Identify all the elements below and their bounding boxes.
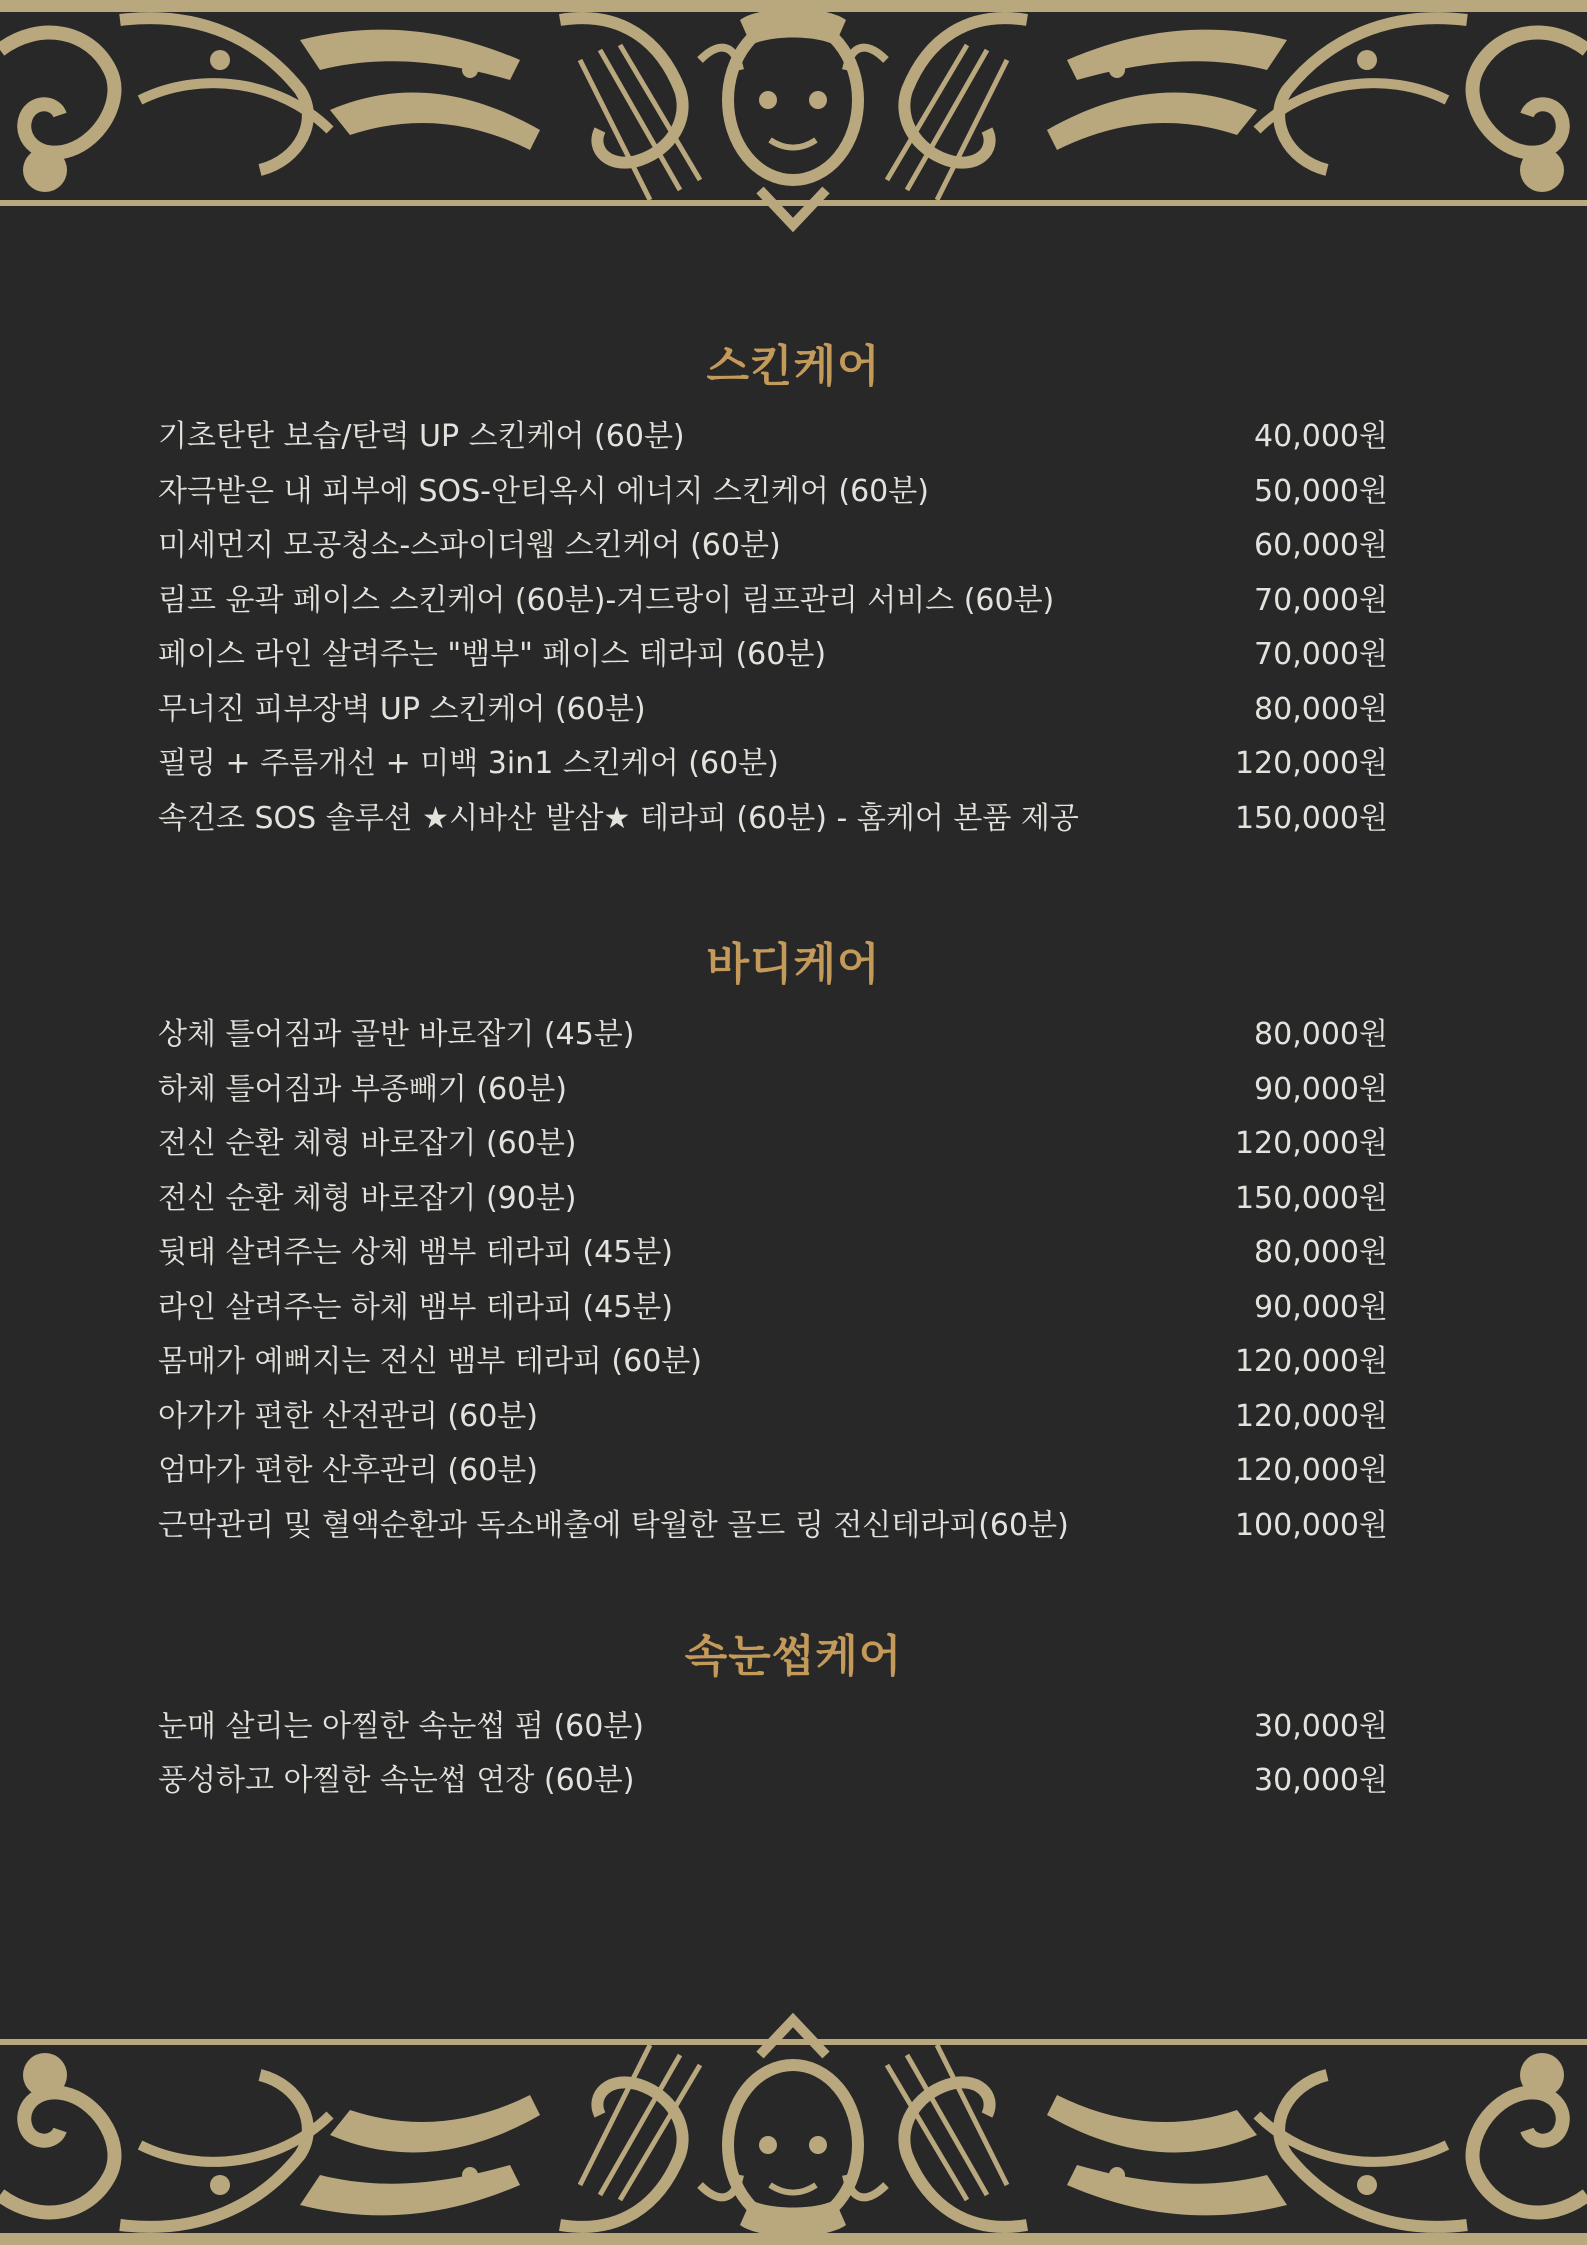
menu-item-name: 림프 윤곽 페이스 스킨케어 (60분)-겨드랑이 림프관리 서비스 (60분) [158, 583, 1055, 618]
menu-item-name: 속건조 SOS 솔루션 ★시바산 발삼★ 테라피 (60분) - 홈케어 본품 제공 [158, 801, 1079, 836]
menu-item [158, 679, 1388, 733]
top-ornament-icon [0, 0, 1587, 240]
menu-item-price: 70,000원 [1254, 637, 1388, 672]
menu-item-price: 30,000원 [1254, 1709, 1388, 1744]
menu-item-name: 근막관리 및 혈액순환과 독소배출에 탁월한 골드 링 전신테라피(60분) [158, 1508, 1069, 1543]
menu-item [158, 1386, 1388, 1440]
menu-item-name: 전신 순환 체형 바로잡기 (60분) [158, 1126, 577, 1161]
menu-item-price: 150,000원 [1234, 801, 1388, 836]
menu-item [158, 1277, 1388, 1331]
menu-item-price: 40,000원 [1254, 419, 1388, 454]
menu-item [158, 1331, 1388, 1385]
menu-item-name: 아가가 편한 산전관리 (60분) [158, 1399, 538, 1434]
menu-item-price: 120,000원 [1234, 746, 1388, 781]
menu-item-price: 80,000원 [1254, 1017, 1388, 1052]
menu-item [158, 1168, 1388, 1222]
bottom-ornament-icon [0, 2005, 1587, 2245]
menu-item [158, 570, 1388, 624]
menu-item-price: 50,000원 [1254, 474, 1388, 509]
menu-item [158, 1750, 1388, 1804]
menu-item [158, 733, 1388, 787]
menu-item-name: 페이스 라인 살려주는 "뱀부" 페이스 테라피 (60분) [158, 637, 827, 672]
menu-item [158, 1059, 1388, 1113]
menu-item-price: 120,000원 [1234, 1344, 1388, 1379]
menu-item [158, 406, 1388, 460]
menu-item-price: 150,000원 [1234, 1181, 1388, 1216]
section-title-bodycare: 바디케어 [706, 939, 881, 990]
menu-item-name: 기초탄탄 보습/탄력 UP 스킨케어 (60분) [158, 419, 685, 454]
menu-item-name: 풍성하고 아찔한 속눈썹 연장 (60분) [158, 1763, 635, 1798]
menu-item-name: 상체 틀어짐과 골반 바로잡기 (45분) [158, 1017, 635, 1052]
menu-item-price: 120,000원 [1234, 1453, 1388, 1488]
menu-item [158, 1222, 1388, 1276]
menu-item-price: 80,000원 [1254, 692, 1388, 727]
menu-item-name: 미세먼지 모공청소-스파이더웹 스킨케어 (60분) [158, 528, 781, 563]
menu-item-name: 뒷태 살려주는 상체 뱀부 테라피 (45분) [158, 1235, 673, 1270]
menu-item-name: 무너진 피부장벽 UP 스킨케어 (60분) [158, 692, 646, 727]
menu-item-name: 눈매 살리는 아찔한 속눈썹 펌 (60분) [158, 1709, 645, 1744]
menu-item [158, 1440, 1388, 1494]
menu-item-price: 70,000원 [1254, 583, 1388, 618]
menu-item-price: 80,000원 [1254, 1235, 1388, 1270]
menu-item [158, 1113, 1388, 1167]
menu-item-price: 90,000원 [1254, 1290, 1388, 1325]
section-title-skincare: 스킨케어 [706, 341, 881, 392]
menu-item [158, 624, 1388, 678]
menu-item-name: 하체 틀어짐과 부종빼기 (60분) [158, 1072, 567, 1107]
menu-item-price: 90,000원 [1254, 1072, 1388, 1107]
menu-item-price: 120,000원 [1234, 1399, 1388, 1434]
menu-item-name: 전신 순환 체형 바로잡기 (90분) [158, 1181, 577, 1216]
menu-item [158, 1495, 1388, 1549]
menu-item [158, 788, 1388, 842]
menu-item-price: 120,000원 [1234, 1126, 1388, 1161]
menu-item [158, 1004, 1388, 1058]
menu-item [158, 461, 1388, 515]
section-title-lashcare: 속눈썹케어 [684, 1631, 903, 1682]
menu-item [158, 515, 1388, 569]
menu-item-name: 필링 + 주름개선 + 미백 3in1 스킨케어 (60분) [158, 746, 779, 781]
menu-item [158, 1696, 1388, 1750]
menu-item-price: 30,000원 [1254, 1763, 1388, 1798]
menu-item-name: 몸매가 예뻐지는 전신 뱀부 테라피 (60분) [158, 1344, 702, 1379]
menu-item-name: 엄마가 편한 산후관리 (60분) [158, 1453, 538, 1488]
menu-item-name: 라인 살려주는 하체 뱀부 테라피 (45분) [158, 1290, 673, 1325]
menu-item-price: 100,000원 [1234, 1508, 1388, 1543]
menu-item-price: 60,000원 [1254, 528, 1388, 563]
menu-item-name: 자극받은 내 피부에 SOS-안티옥시 에너지 스킨케어 (60분) [158, 474, 929, 509]
